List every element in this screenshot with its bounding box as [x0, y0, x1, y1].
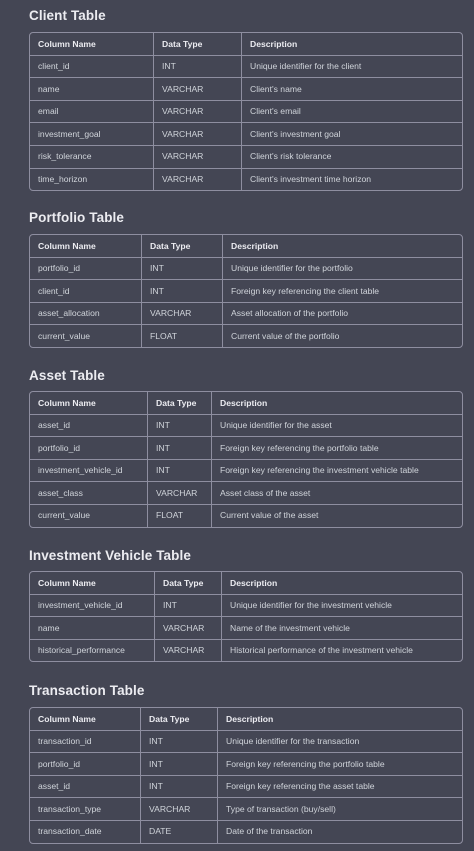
table-row	[30, 123, 462, 146]
table-row	[30, 415, 462, 438]
table-row	[30, 146, 462, 169]
table-header-row	[30, 392, 462, 415]
table-row	[30, 617, 462, 640]
description-cell: Asset allocation of the portfolio	[223, 303, 462, 326]
column-name-cell: transaction_date	[30, 821, 141, 843]
column-name-cell: portfolio_id	[30, 258, 142, 281]
description-cell: Unique identifier for the asset	[212, 415, 462, 438]
data-type-cell: VARCHAR	[154, 101, 242, 124]
table-row	[30, 101, 462, 124]
description-cell: Current value of the asset	[220, 510, 319, 521]
investment-vehicle-table-title: Investment Vehicle Table	[29, 548, 191, 563]
column-name-cell: asset_id	[30, 415, 148, 438]
data-type-cell: INT	[148, 460, 212, 483]
column-header: Description	[218, 708, 462, 731]
column-name-cell: investment_goal	[30, 123, 154, 146]
client-table	[29, 32, 463, 191]
data-type-cell: VARCHAR	[141, 798, 218, 821]
description-cell: Date of the transaction	[226, 826, 313, 837]
data-type-cell: INT	[155, 595, 222, 618]
description-cell: Foreign key referencing the investment vehicle table	[212, 460, 462, 483]
column-header: Description	[212, 392, 462, 415]
column-name-cell: email	[30, 101, 154, 124]
table-row	[30, 78, 462, 101]
column-name-cell: current_value	[30, 325, 142, 347]
column-name-cell: asset_class	[30, 482, 148, 505]
investment-vehicle-table	[29, 571, 463, 662]
table-row	[30, 303, 462, 326]
data-type-cell: FLOAT	[142, 325, 223, 347]
table-header-row	[30, 708, 462, 731]
table-row	[30, 595, 462, 618]
data-type-cell: INT	[148, 437, 212, 460]
data-type-cell: FLOAT	[148, 505, 212, 527]
description-cell: Unique identifier for the portfolio	[223, 258, 462, 281]
transaction-table	[29, 707, 463, 844]
table-row	[30, 731, 462, 754]
description-cell: Name of the investment vehicle	[222, 617, 462, 640]
column-name-cell: transaction_type	[30, 798, 141, 821]
data-type-cell: VARCHAR	[154, 169, 242, 191]
column-name-cell: portfolio_id	[30, 437, 148, 460]
data-type-cell: INT	[141, 753, 218, 776]
transaction-table-title: Transaction Table	[29, 683, 145, 698]
data-type-cell: INT	[141, 776, 218, 799]
column-name-cell: current_value	[30, 505, 148, 527]
table-row	[30, 169, 462, 191]
column-name-cell: portfolio_id	[30, 753, 141, 776]
column-header: Column Name	[30, 33, 154, 56]
data-type-cell: INT	[154, 56, 242, 79]
table-row	[30, 437, 462, 460]
column-name-cell: investment_vehicle_id	[30, 460, 148, 483]
asset-table-title: Asset Table	[29, 368, 105, 383]
description-cell: Client's risk tolerance	[242, 146, 462, 169]
description-cell: Foreign key referencing the client table	[223, 280, 462, 303]
column-name-cell: name	[30, 617, 155, 640]
description-cell: Type of transaction (buy/sell)	[218, 798, 462, 821]
column-name-cell: asset_id	[30, 776, 141, 799]
column-name-cell: investment_vehicle_id	[30, 595, 155, 618]
description-cell: Foreign key referencing the asset table	[218, 776, 462, 799]
column-name-cell: time_horizon	[30, 169, 154, 191]
table-row	[30, 776, 462, 799]
column-name-cell: asset_allocation	[30, 303, 142, 326]
description-cell: Asset class of the asset	[212, 482, 462, 505]
data-type-cell: INT	[141, 731, 218, 754]
table-header-row	[30, 33, 462, 56]
column-name-cell: client_id	[30, 56, 154, 79]
table-row	[30, 640, 462, 662]
data-type-cell: VARCHAR	[142, 303, 223, 326]
data-type-cell: VARCHAR	[148, 482, 212, 505]
table-row	[30, 280, 462, 303]
column-name-cell: risk_tolerance	[30, 146, 154, 169]
data-type-cell: INT	[148, 415, 212, 438]
description-cell: Client's investment time horizon	[250, 174, 372, 185]
asset-table	[29, 391, 463, 528]
table-row	[30, 56, 462, 79]
table-row	[30, 460, 462, 483]
data-type-cell: INT	[142, 258, 223, 281]
column-header: Data Type	[155, 572, 222, 595]
column-header: Description	[242, 33, 462, 56]
table-row	[30, 821, 462, 843]
column-header: Column Name	[30, 708, 141, 731]
description-cell: Unique identifier for the investment vehicle	[222, 595, 462, 618]
table-row	[30, 325, 462, 347]
column-header: Description	[223, 235, 462, 258]
column-header: Data Type	[154, 33, 242, 56]
data-type-cell: VARCHAR	[154, 78, 242, 101]
column-header: Data Type	[148, 392, 212, 415]
column-header: Description	[222, 572, 462, 595]
description-cell: Unique identifier for the transaction	[218, 731, 462, 754]
description-cell: Current value of the portfolio	[231, 330, 340, 341]
data-type-cell: VARCHAR	[155, 617, 222, 640]
table-row	[30, 258, 462, 281]
column-name-cell: name	[30, 78, 154, 101]
description-cell: Client's investment goal	[242, 123, 462, 146]
data-type-cell: INT	[142, 280, 223, 303]
description-cell: Unique identifier for the client	[242, 56, 462, 79]
column-name-cell: historical_performance	[30, 640, 155, 662]
column-header: Data Type	[141, 708, 218, 731]
portfolio-table	[29, 234, 463, 348]
description-cell: Client's email	[242, 101, 462, 124]
table-row	[30, 798, 462, 821]
column-name-cell: transaction_id	[30, 731, 141, 754]
data-type-cell: DATE	[141, 821, 218, 843]
table-header-row	[30, 572, 462, 595]
portfolio-table-title: Portfolio Table	[29, 210, 124, 225]
table-row	[30, 482, 462, 505]
column-header: Data Type	[142, 235, 223, 258]
column-header: Column Name	[30, 392, 148, 415]
client-table-title: Client Table	[29, 8, 106, 23]
table-row	[30, 505, 462, 527]
data-type-cell: VARCHAR	[155, 640, 222, 662]
description-cell: Foreign key referencing the portfolio table	[218, 753, 462, 776]
column-header: Column Name	[30, 235, 142, 258]
table-row	[30, 753, 462, 776]
column-header: Column Name	[30, 572, 155, 595]
column-name-cell: client_id	[30, 280, 142, 303]
table-header-row	[30, 235, 462, 258]
description-cell: Historical performance of the investment vehicle	[230, 645, 413, 656]
data-type-cell: VARCHAR	[154, 123, 242, 146]
description-cell: Client's name	[242, 78, 462, 101]
description-cell: Foreign key referencing the portfolio table	[212, 437, 462, 460]
data-type-cell: VARCHAR	[154, 146, 242, 169]
